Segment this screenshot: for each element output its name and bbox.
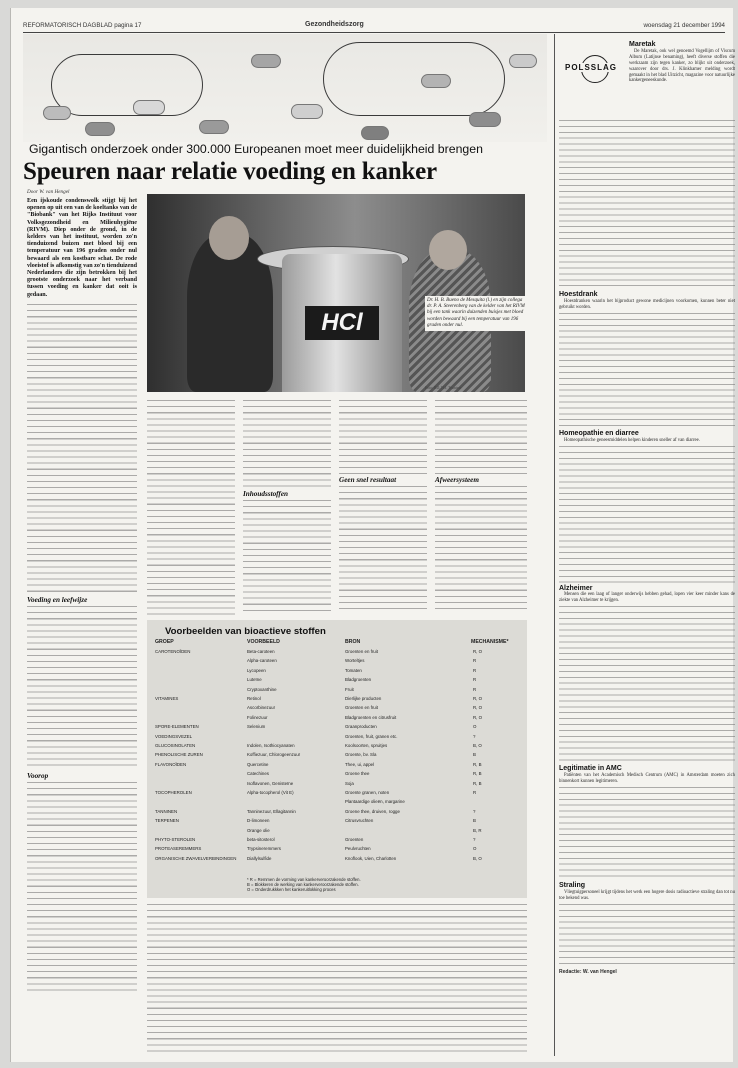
- example-cell: Tanninezuur, Ellagitannin: [247, 808, 296, 814]
- pill: [251, 54, 281, 68]
- example-cell: Koffiezuur, Chlorogeenzuur: [247, 752, 301, 758]
- photo-credit: Foto: RD, H.J. Teunisse: [425, 386, 462, 390]
- table-title: Voorbeelden van bioactieve stoffen: [165, 626, 326, 637]
- mechanism-cell: B, O: [473, 743, 482, 748]
- person-right-head: [429, 230, 467, 270]
- mechanism-cell: R, B: [473, 771, 482, 777]
- group-cell: TERPENEN: [155, 818, 179, 824]
- source-cell: Groente, bv. Sla: [345, 752, 377, 758]
- sidebar-intro: Patiënten van het Academisch Medisch Centrum (AMC) in Amsterdam moeten zich binnenkort kunnen legitimeren.: [559, 773, 735, 785]
- sidebar-intro: Vliegtuigpersoneel krijgt tijdens het werk een hogere dosis radioactieve straling dan tot nu toe bekend was.: [559, 889, 735, 901]
- sidebar-intro: Homeopathische geneesmiddelen helpen kinderen sneller af van diarree.: [564, 437, 700, 443]
- table-header: BRON: [345, 639, 361, 645]
- article-kicker: Gigantisch onderzoek onder 300.000 Europeanen moet meer duidelijkheid brengen: [29, 142, 483, 156]
- article-column: [243, 398, 331, 616]
- mechanism-cell: R, O: [473, 714, 483, 720]
- subhead: Voeding en leefwijze: [27, 595, 88, 604]
- newspaper-page: [10, 8, 733, 1062]
- sidebar-intro: De Maretak, ook wel genoemd Vogellijm of Viscum Album (Latijnse benaming), heeft diverse stoffen die werkzaam zijn tegen kanker, zo blijkt uit onderzoek, waarover door drs. J. Klinkhamer melding wordt gemaakt in het blad Uitzicht, magazine voor natuurlijke kankergeneeskunde.: [629, 48, 735, 84]
- mechanism-cell: R: [473, 677, 477, 683]
- sidebar-item: [629, 40, 735, 84]
- mechanism-cell: B, O: [473, 855, 482, 861]
- sidebar-intro: Mensen die een laag of langer onderwijs hebben gehad, lopen vier keer minder kans de ziekte van Alzheimer te krijgen.: [559, 592, 735, 604]
- subhead: Geen snel resultaat: [339, 476, 397, 484]
- group-cell: GLUCOSINOLATEN: [155, 743, 196, 748]
- source-cell: Graanproducten: [345, 724, 377, 730]
- example-cell: Lycopeen: [247, 667, 266, 673]
- polsslag-sidebar: [559, 34, 735, 1056]
- section-title: Gezondheidszorg: [305, 21, 364, 28]
- pill: [361, 126, 389, 140]
- mechanism-cell: R, B: [473, 780, 482, 786]
- source-cell: Citrusvruchten: [345, 818, 374, 824]
- footnote: O = Onderdrukkken het kankeruitlokking proces: [247, 887, 336, 893]
- source-cell: Groene thee: [345, 771, 370, 777]
- example-cell: Selenium: [247, 724, 266, 730]
- article-column: [147, 398, 235, 616]
- group-cell: TOCOPHEROLEN: [155, 790, 192, 795]
- example-cell: Alpha-caroteen: [247, 658, 277, 664]
- sidebar-heading: Homeopathie en diarree: [559, 429, 639, 437]
- mechanism-cell: ?: [473, 808, 476, 814]
- mechanism-cell: R: [473, 790, 477, 795]
- source-cell: Fruit: [345, 686, 354, 692]
- article-column: [435, 398, 527, 616]
- sidebar-heading: Legitimatie in AMC: [559, 765, 622, 773]
- header-photo: [23, 34, 547, 142]
- stethoscope-tube: [323, 42, 505, 116]
- group-cell: TANNINEN: [155, 808, 178, 814]
- sidebar-heading: Maretak: [629, 41, 656, 48]
- pill: [133, 100, 165, 115]
- example-cell: Retinol: [247, 696, 261, 701]
- example-cell: beta-sitosterol: [247, 837, 275, 842]
- article-headline: Speuren naar relatie voeding en kanker: [23, 158, 437, 185]
- source-cell: Worteltjes: [345, 658, 365, 664]
- pill: [85, 122, 115, 136]
- article-lead: Een ijskoude condenswolk stijgt bij het openen op uit een van de koeltanks van de "Biobank" van het Rijks Instituut voor Volksgezondheid en Milieuhygiëne (RIVM). Diep onder de grond, in de kelders van het instituut, worden zo'n tienduizend buizen met bloed bij een temperatuur van 196 graden onder nul bewaard als een kostbare schat. De rode vloeistof is afkomstig van zo'n tienduizend Nederlanders die zijn betrokken bij het grootste onderzoek naar het verband tussen voeding en kanker dat ooit is gedaan.: [27, 198, 137, 298]
- subhead: Voorop: [27, 771, 49, 780]
- mechanism-cell: R, O: [473, 696, 483, 701]
- sidebar-signature: Redactie: W. van Hengel: [559, 968, 617, 975]
- group-cell: PHENOLISCHE ZUREN: [155, 752, 203, 758]
- group-cell: PROTEASEREMMERS: [155, 846, 202, 852]
- polsslag-header: [559, 38, 735, 86]
- article-byline: Door W. van Hengel: [27, 189, 70, 195]
- mechanism-cell: ?: [473, 733, 476, 739]
- example-cell: Catechines: [247, 771, 269, 777]
- group-cell: CAROTENOÏDEN: [155, 649, 191, 654]
- sidebar-heading: Hoestdrank: [559, 291, 598, 298]
- mechanism-cell: O: [473, 724, 477, 730]
- article-photo: [147, 194, 525, 392]
- source-cell: Peulvruchten: [345, 846, 371, 852]
- footnote: * R = Remmen de vorming van kankerveroorzakende stoffen.: [247, 877, 361, 882]
- example-cell: Beta-caroteen: [247, 649, 275, 654]
- group-cell: VOEDINGSVEZEL: [155, 733, 193, 739]
- source-cell: Groenten en fruit: [345, 705, 378, 711]
- example-cell: Trypsineremmers: [247, 846, 281, 852]
- newspaper-name: REFORMATORISCH DAGBLAD pagina 17: [23, 22, 142, 29]
- pill: [509, 54, 537, 68]
- mechanism-cell: ?: [473, 837, 476, 842]
- source-cell: Bladgroenten: [345, 677, 372, 683]
- group-cell: ORGANISCHE ZWAVELVERBINDINGEN: [155, 855, 237, 861]
- pill: [469, 112, 501, 127]
- sidebar-heading: Alzheimer: [559, 584, 593, 592]
- mechanism-cell: R: [473, 686, 477, 692]
- mechanism-cell: B: [473, 752, 476, 758]
- group-cell: SPORE-ELEMENTEN: [155, 724, 199, 730]
- example-cell: Indolen, Isothiocyanaten: [247, 743, 295, 748]
- mechanism-cell: B, R: [473, 827, 482, 833]
- example-cell: Orange olie: [247, 827, 270, 833]
- example-cell: Quercetine: [247, 761, 269, 767]
- stethoscope-tube: [51, 54, 203, 116]
- footnote: B = Blokkeren de werking van kankerveroorzakende stoffen.: [247, 882, 359, 888]
- source-cell: Bladgroenten en citrusfruit: [345, 714, 397, 720]
- table-header: MECHANISME*: [471, 639, 509, 645]
- source-cell: Groene thee, druiven, rogge: [345, 808, 400, 814]
- sidebar-heading: Straling: [559, 881, 586, 889]
- column-rule: [554, 34, 555, 1056]
- pill: [199, 120, 229, 134]
- pill: [291, 104, 323, 119]
- table-header: VOORBEELD: [247, 639, 280, 645]
- group-cell: VITAMINES: [155, 696, 179, 701]
- sidebar-intro: Hoestdranken waarin het bijproduct gewone medicijnen voorkomen, kunnen beter niet gebruikt worden.: [559, 298, 735, 310]
- example-cell: Luteïne: [247, 677, 262, 683]
- source-cell: Soja: [345, 780, 354, 786]
- table-header: GROEP: [155, 639, 174, 645]
- mechanism-cell: O: [473, 846, 477, 852]
- group-cell: FLAVONOÏDEN: [155, 761, 187, 767]
- source-cell: Groenten en fruit: [345, 649, 378, 654]
- pill: [43, 106, 71, 120]
- source-cell: Plantaardige olieën, margarine: [345, 799, 405, 805]
- mechanism-cell: R: [473, 667, 477, 673]
- example-cell: Diallylsulfide: [247, 855, 272, 861]
- article-column: [27, 198, 137, 1056]
- page-header: [23, 20, 725, 33]
- example-cell: Alpha-tocopherol (Vit E): [247, 790, 294, 795]
- table-footnotes: [247, 877, 361, 892]
- pill: [421, 74, 451, 88]
- subhead: Inhoudsstoffen: [243, 490, 289, 498]
- mechanism-cell: R, O: [473, 705, 483, 711]
- bioactive-substances-table: [147, 620, 527, 898]
- mechanism-cell: R, B: [473, 761, 482, 767]
- polsslag-logo: POLSSLAG: [565, 55, 621, 81]
- group-cell: PHYTO-STEROLEN: [155, 837, 196, 842]
- mechanism-cell: B: [473, 818, 476, 824]
- source-cell: Dierlijke producten: [345, 696, 382, 701]
- source-cell: Tomaten: [345, 667, 362, 673]
- mechanism-cell: R, O: [473, 649, 483, 654]
- person-left-head: [209, 216, 249, 260]
- article-column: [147, 902, 527, 1054]
- mechanism-cell: R: [473, 658, 477, 664]
- example-cell: Isoflavonen, Genisteïne: [247, 780, 294, 786]
- example-cell: D-limoneen: [247, 818, 270, 824]
- source-cell: Groenten: [345, 837, 364, 842]
- tank-logo: HCl: [305, 306, 379, 340]
- photo-caption: Dr. H. B. Bueno de Mesquita (l.) en zijn collega dr. P. A. Steerenberg van de kelder van het RIVM bij een tank waarin duizenden buisjes met bloed worden bewaard bij een temperatuur van 196 graden onder nul.: [425, 296, 529, 331]
- subhead: Afweersysteem: [435, 476, 479, 484]
- article-column: [339, 398, 427, 616]
- source-cell: Koolsoorten, spruitjes: [345, 743, 388, 748]
- source-cell: Groente granen, noten: [345, 790, 390, 795]
- source-cell: Knoflook, Uien, Charlotten: [345, 855, 397, 861]
- example-cell: Cryptoxanthine: [247, 686, 277, 692]
- sidebar-body: [559, 118, 735, 976]
- source-cell: Thee, ui, appel: [345, 761, 375, 767]
- issue-date: woensdag 21 december 1994: [643, 22, 725, 29]
- source-cell: Groenten, fruit, granen etc.: [345, 733, 398, 739]
- example-cell: Folinezuur: [247, 714, 268, 720]
- example-cell: Ascorbinezuur: [247, 705, 276, 711]
